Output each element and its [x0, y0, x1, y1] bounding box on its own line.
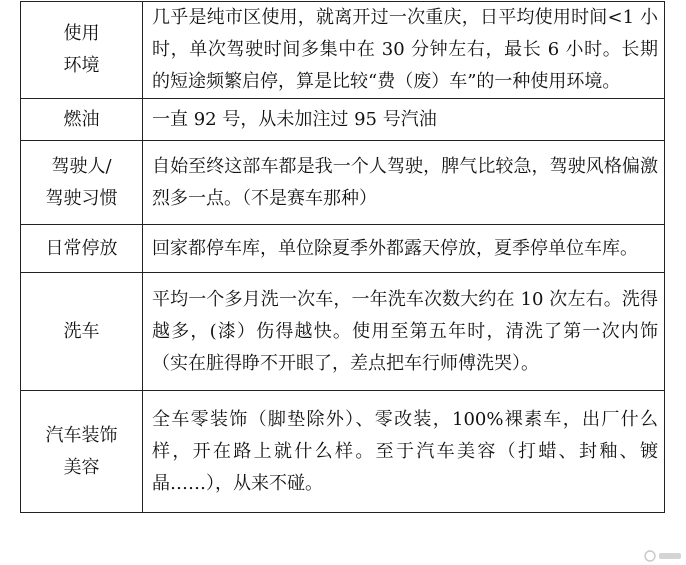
row-value-car-decoration: 全车零装饰（脚垫除外）、零改装，100%裸素车，出厂什么样，开在路上就什么样。至于汽车美容（打蜡、封釉、镀晶……），从来不碰。 [143, 391, 665, 513]
row-label-car-wash: 洗车 [21, 273, 143, 391]
row-label-daily-parking: 日常停放 [21, 225, 143, 273]
row-value-car-wash: 平均一个多月洗一次车，一年洗车次数大约在 10 次左右。洗得越多，(漆）伤得越快。使用至第五年时，清洗了第一次内饰（实在脏得睁不开眼了，差点把车行师傅洗哭）。 [143, 273, 665, 391]
car-usage-table [20, 1, 665, 513]
row-label-fuel: 燃油 [21, 99, 143, 141]
row-value-usage-environment: 几乎是纯市区使用，就离开过一次重庆，日平均使用时间<1 小时，单次驾驶时间多集中在 30 分钟左右，最长 6 小时。长期的短途频繁启停，算是比较“费（废）车”的一种使用环境。 [143, 2, 665, 99]
table-row [21, 225, 665, 273]
table-row [21, 141, 665, 225]
row-label-driver-habits: 驾驶人/ 驾驶习惯 [21, 141, 143, 225]
table-row [21, 99, 665, 141]
row-value-fuel: 一直 92 号，从未加注过 95 号汽油 [143, 99, 665, 141]
table-row [21, 2, 665, 99]
row-label-car-decoration: 汽车装饰 美容 [21, 391, 143, 513]
watermark-logo [642, 548, 684, 564]
row-value-daily-parking: 回家都停车库，单位除夏季外都露天停放，夏季停单位车库。 [143, 225, 665, 273]
table-row [21, 391, 665, 513]
table-row [21, 273, 665, 391]
row-value-driver-habits: 自始至终这部车都是我一个人驾驶，脾气比较急，驾驶风格偏激烈多一点。（不是赛车那种） [143, 141, 665, 225]
row-label-usage-environment: 使用 环境 [21, 2, 143, 99]
